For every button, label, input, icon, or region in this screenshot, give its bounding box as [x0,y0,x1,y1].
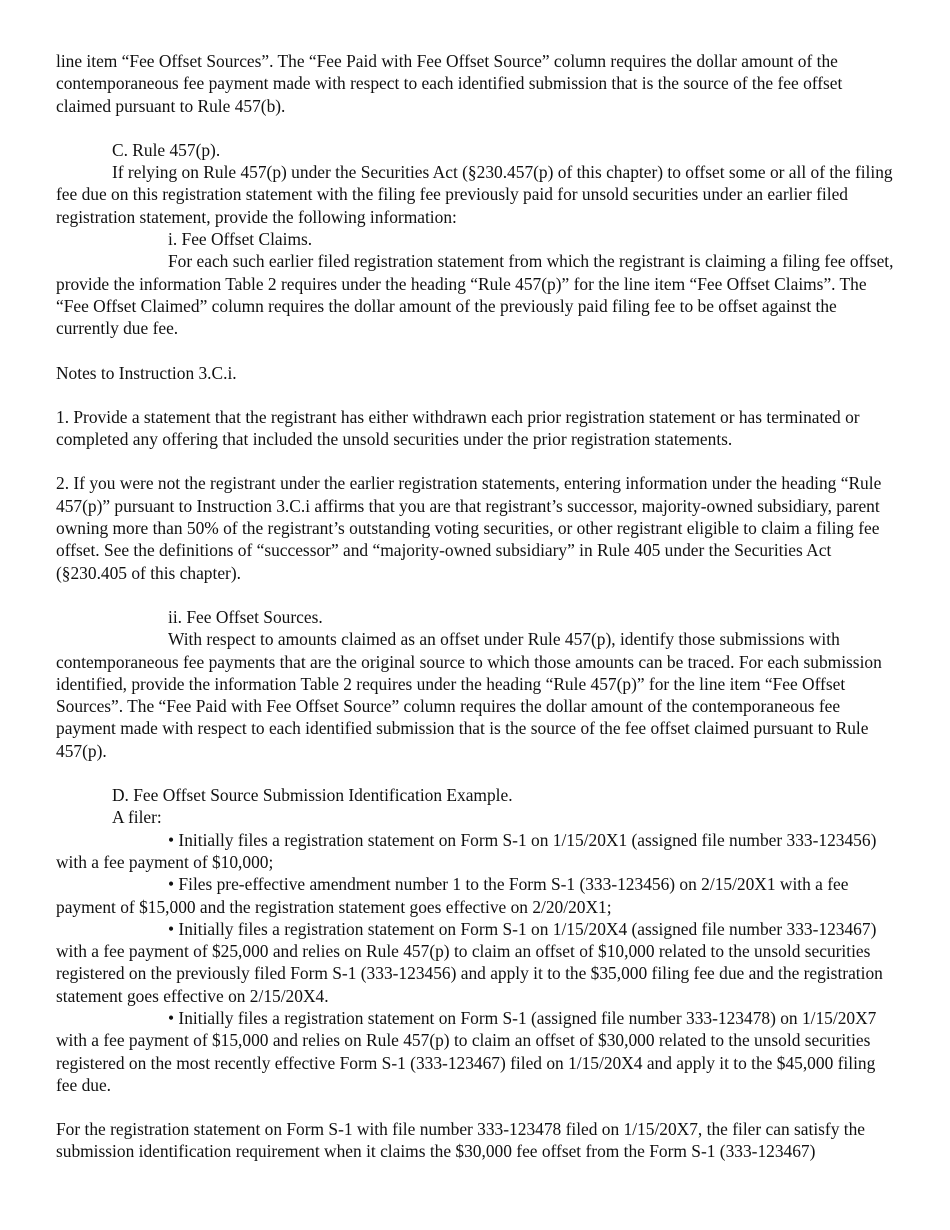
paragraph-fee-offset-claims: For each such earlier filed registration statement from which the registrant is claiming a filing fee offset, provide the information Table 2 requires under the heading “Rule 457(p)” for the line item “Fee Offset Claims”. The “Fee Offset Claimed” column requires the dollar amount of the previously paid filing fee to be offset against the currently due fee. [56,251,894,339]
a-filer-label: A filer: [112,807,162,828]
spacer [56,762,898,784]
paragraph-rule-457p-intro: If relying on Rule 457(p) under the Securities Act (§230.457(p) of this chapter) to offset some or all of the filing fee due on this registration statement with the filing fee previously paid for unsold securities under an earlier filed registration statement, provide the following information: [56,162,893,227]
bullet-item: • Initially files a registration statement on Form S-1 (assigned file number 333-123478) on 1/15/20X7 with a fee payment of $15,000 and relies on Rule 457(p) to claim an offset of $30,000 related to the unsold securities registered on the most recently effective Form S-1 (333-123467) filed on 1/15/20X4 and apply it to the $45,000 filing fee due. [56,1007,877,1095]
spacer [56,340,898,362]
document-page [56,50,898,1163]
spacer [56,117,898,139]
note-1: 1. Provide a statement that the registrant has either withdrawn each prior registration statement or has terminated or completed any offering that included the unsold securities under the prior registration statements. [56,406,860,450]
paragraph-example-conclusion: For the registration statement on Form S-1 with file number 333-123478 filed on 1/15/20X7, the filer can satisfy the submission identification requirement when it claims the $30,000 fee offset from the Form S-1 (333-123467) [56,1119,865,1162]
note-2: 2. If you were not the registrant under the earlier registration statements, entering information under the heading “Rule 457(p)” pursuant to Instruction 3.C.i affirms that you are that registrant’s successor, majority-owned subsidiary, parent owning more than 50% of the registrant’s outstanding voting securities, or other registrant eligible to claim a filing fee offset. See the definitions of “successor” and “majority-owned subsidiary” in Rule 405 under the Securities Act (§230.405 of this chapter). [56,473,882,583]
bullet-item: • Initially files a registration statement on Form S-1 on 1/15/20X4 (assigned file number 333-123467) with a fee payment of $25,000 and relies on Rule 457(p) to claim an offset of $10,000 related to the unsold securities registered on the previously filed Form S-1 (333-123456) and apply it to the $35,000 filing fee due and the registration statement goes effective on 2/15/20X4. [56,918,883,1006]
heading-identification-example: D. Fee Offset Source Submission Identification Example. [112,785,513,806]
spacer [56,384,898,406]
heading-rule-457p: C. Rule 457(p). [112,139,221,160]
subheading-fee-offset-claims: i. Fee Offset Claims. [168,229,313,250]
spacer [56,1096,898,1118]
paragraph-fee-offset-sources-457p: With respect to amounts claimed as an offset under Rule 457(p), identify those submissions with contemporaneous fee payments that are the original source to which those amounts can be traced. For each submission identified, provide the information Table 2 requires under the heading “Rule 457(p)” for the line item “Fee Offset Sources”. The “Fee Paid with Fee Offset Source” column requires the dollar amount of the contemporaneous fee payment made with respect to each identified submission that is the source of the fee offset claimed pursuant to Rule 457(p). [56,629,882,761]
bullet-item: • Files pre-effective amendment number 1 to the Form S-1 (333-123456) on 2/15/20X1 with a fee payment of $15,000 and the registration statement goes effective on 2/20/20X1; [56,874,849,917]
paragraph-fee-offset-sources-457b: line item “Fee Offset Sources”. The “Fee Paid with Fee Offset Source” column requires the dollar amount of the contemporaneous fee payment made with respect to each identified submission that is the source of the fee offset claimed pursuant to Rule 457(b). [56,51,843,116]
spacer [56,584,898,606]
bullet-item: • Initially files a registration statement on Form S-1 on 1/15/20X1 (assigned file number 333-123456) with a fee payment of $10,000; [56,829,877,872]
subheading-fee-offset-sources: ii. Fee Offset Sources. [168,606,323,627]
notes-heading: Notes to Instruction 3.C.i. [56,362,237,383]
spacer [56,450,898,472]
